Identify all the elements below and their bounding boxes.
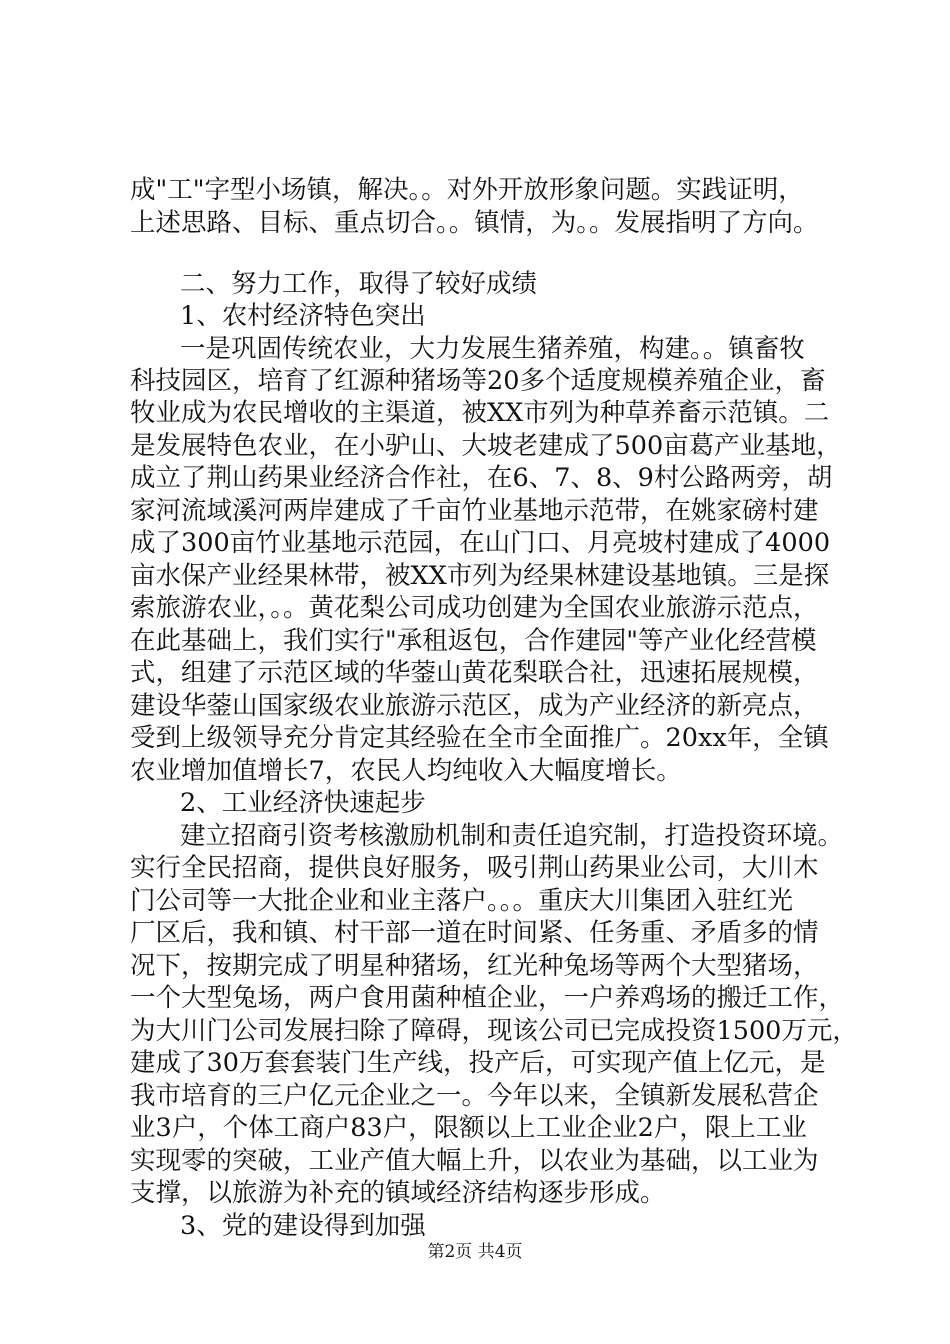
- paragraph-line: 厂区后，我和镇、村干部一道在时间紧、任务重、矛盾多的情: [130, 918, 819, 948]
- paragraph-line: 是发展特色农业，在小驴山、大坡老建成了500亩葛产业基地，: [130, 431, 842, 461]
- paragraph-line: 我市培育的三户亿元企业之一。今年以来，全镇新发展私营企: [130, 1081, 819, 1111]
- subsection-heading-1: 1、农村经济特色突出: [180, 301, 426, 331]
- paragraph-line: 实现零的突破，工业产值大幅上升，以农业为基础，以工业为: [130, 1146, 819, 1176]
- paragraph-line: 一个大型兔场，两户食用菌种植企业，一户养鸡场的搬迁工作，: [130, 983, 845, 1013]
- paragraph-line: 家河流域溪河两岸建成了千亩竹业基地示范带，在姚家磅村建: [130, 496, 819, 526]
- paragraph-line: 在此基础上，我们实行"承租返包，合作建园"等产业化经营模: [130, 626, 817, 656]
- page-number-footer: 第2页 共4页: [427, 1242, 523, 1262]
- paragraph-line: 亩水保产业经果林带，被XX市列为经果林建设基地镇。三是探: [130, 561, 830, 591]
- intro-line-2: 上述思路、目标、重点切合。。镇情，为。。发展指明了方向。: [130, 208, 819, 238]
- paragraph-line: 实行全民招商，提供良好服务，吸引荆山药果业公司，大川木: [130, 853, 819, 883]
- paragraph-line: 成了300亩竹业基地示范园，在山门口、月亮坡村建成了4000: [130, 528, 831, 558]
- paragraph-line: 门公司等一大批企业和业主落户。。。重庆大川集团入驻红光: [130, 886, 794, 916]
- paragraph-line: 支撑，以旅游为补充的镇域经济结构逐步形成。: [130, 1178, 666, 1208]
- paragraph-line: 建立招商引资考核激励机制和责任追究制，打造投资环境。: [180, 821, 844, 851]
- paragraph-line: 建设华蓥山国家级农业旅游示范区，成为产业经济的新亮点，: [130, 691, 819, 721]
- section-heading: 二、努力工作，取得了较好成绩: [180, 269, 538, 299]
- paragraph-line: 业3户，个体工商户83户，限额以上工业企业2户，限上工业: [130, 1113, 807, 1143]
- subsection-heading-2: 2、工业经济快速起步: [180, 788, 426, 818]
- paragraph-line: 牧业成为农民增收的主渠道，被XX市列为种草养畜示范镇。二: [130, 398, 830, 428]
- intro-line-1: 成"工"字型小场镇，解决。。对外开放形象问题。实践证明，: [130, 175, 804, 205]
- paragraph-line: 况下，按期完成了明星种猪场，红光种兔场等两个大型猪场，: [130, 951, 819, 981]
- paragraph-line: 成立了荆山药果业经济合作社，在6、7、8、9村公路两旁，胡: [130, 463, 833, 493]
- paragraph-line: 受到上级领导充分肯定其经验在全市全面推广。20xx年，全镇: [130, 723, 829, 753]
- paragraph-line: 农业增加值增长7，农民人均纯收入大幅度增长。: [130, 756, 682, 786]
- paragraph-line: 一是巩固传统农业，大力发展生猪养殖，构建。。镇畜牧: [180, 334, 805, 364]
- paragraph-line: 式，组建了示范区域的华蓥山黄花梨联合社，迅速拓展规模，: [130, 658, 819, 688]
- paragraph-line: 科技园区，培育了红源种猪场等20多个适度规模养殖企业，畜: [130, 366, 826, 396]
- paragraph-line: 为大川门公司发展扫除了障碍，现该公司已完成投资1500万元，: [130, 1016, 858, 1046]
- paragraph-line: 建成了30万套套装门生产线，投产后，可实现产值上亿元，是: [130, 1048, 826, 1078]
- subsection-heading-3: 3、党的建设得到加强: [180, 1211, 426, 1241]
- paragraph-line: 索旅游农业，。。黄花梨公司成功创建为全国农业旅游示范点，: [130, 593, 819, 623]
